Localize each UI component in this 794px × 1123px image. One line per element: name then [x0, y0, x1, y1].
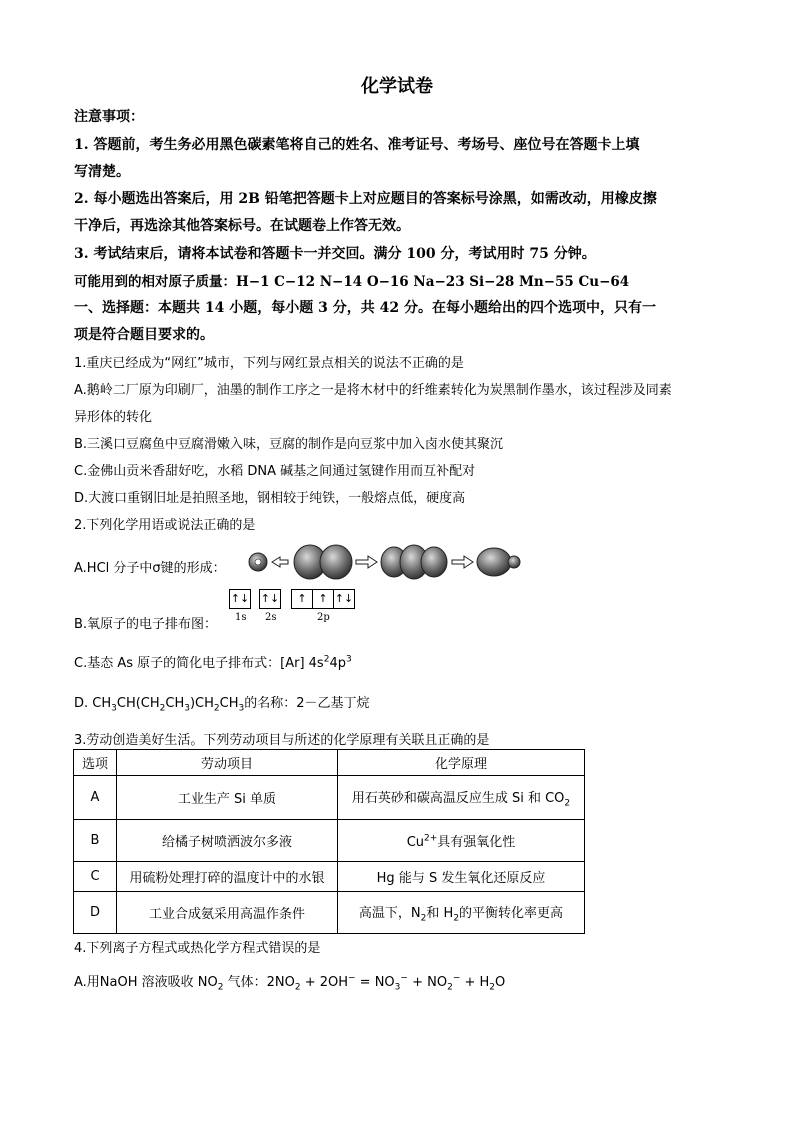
row-option: C — [74, 862, 117, 892]
q2-option-d: D. $CH_3CH(CH_2CH_3)CH_2CH_3$的名称：2－乙基丁烷 — [74, 696, 370, 714]
q1-option-a-line-1: A.鹅岭二厂原为印刷厂，油墨的制作工序之一是将木材中的纤维素转化为炭黑制作墨水，该过程涉及同素 — [74, 383, 672, 398]
section-heading-line-1: 一、选择题：本题共 14 小题，每小题 3 分，共 42 分。在每小题给出的四个选项中，只有一 — [74, 300, 656, 316]
sigma-bond-figure — [244, 540, 524, 582]
orbital-box-2p-3: ↑↓ — [333, 589, 355, 609]
notice-line-1: 1. 答题前，考生务必用黑色碳素笔将自己的姓名、准考证号、考场号、座位号在答题卡上填 — [74, 137, 640, 153]
row-labor-item: 给橘子树喷洒波尔多液 — [117, 820, 338, 862]
q1-option-c: C.金佛山贡米香甜好吃，水稻 DNA 碱基之间通过氢键作用而互补配对 — [74, 464, 476, 479]
orbital-box-2p-2: ↑ — [312, 589, 334, 609]
atomic-masses: 可能用到的相对原子质量：H−1 C−12 N−14 O−16 Na−23 Si−28 Mn−55 Cu−64 — [74, 274, 630, 290]
q3-stem: 3.劳动创造美好生活。下列劳动项目与所述的化学原理有关联且正确的是 — [74, 733, 490, 748]
q3-table — [73, 749, 585, 934]
page-title: 化学试卷 — [361, 76, 433, 97]
orbital-label-1s: 1s — [235, 612, 247, 623]
header-labor-item: 劳动项目 — [117, 750, 338, 776]
orbital-box-2s: ↑↓ — [259, 589, 281, 609]
q1-option-b: B.三溪口豆腐鱼中豆腐滑嫩入味，豆腐的制作是向豆浆中加入卤水使其聚沉 — [74, 437, 504, 452]
table-row — [74, 862, 585, 892]
row-option: A — [74, 776, 117, 820]
notice-line-2: 写清楚。 — [74, 164, 130, 180]
q4-stem: 4.下列离子方程式或热化学方程式错误的是 — [74, 941, 321, 956]
row-labor-item: 工业生产 Si 单质 — [117, 776, 338, 820]
orbital-box-2p-1: ↑ — [291, 589, 313, 609]
q2-option-c: C.基态 As 原子的简化电子排布式：[Ar] $4s^24p^3$ — [74, 654, 352, 671]
table-row — [74, 820, 585, 862]
notice-line-4: 干净后，再选涂其他答案标号。在试题卷上作答无效。 — [74, 218, 410, 234]
q1-option-d: D.大渡口重钢旧址是拍照圣地，钢相较于纯铁，一般熔点低，硬度高 — [74, 491, 466, 506]
row-principle: 用石英砂和碳高温反应生成 Si 和 $CO_2$ — [338, 776, 585, 820]
row-principle: Hg 能与 S 发生氧化还原反应 — [338, 862, 585, 892]
table-header-row — [74, 750, 585, 776]
orbital-box-1s: ↑↓ — [229, 589, 251, 609]
section-heading-line-2: 项是符合题目要求的。 — [74, 327, 214, 343]
orbital-label-2s: 2s — [265, 612, 277, 623]
notice-line-3: 2. 每小题选出答案后，用 2B 铅笔把答题卡上对应题目的答案标号涂黑，如需改动，用橡皮擦 — [74, 191, 657, 207]
oxygen-orbital-diagram — [229, 589, 369, 629]
header-option: 选项 — [74, 750, 117, 776]
header-principle: 化学原理 — [338, 750, 585, 776]
table-row — [74, 892, 585, 934]
row-option: B — [74, 820, 117, 862]
row-principle: 高温下，$N_2$和 $H_2$的平衡转化率更高 — [338, 892, 585, 934]
table-row — [74, 776, 585, 820]
q2-stem: 2.下列化学用语或说法正确的是 — [74, 518, 256, 533]
q4-option-a: A.用NaOH 溶液吸收 $NO_2$ 气体：$2NO_2 + 2OH^- = NO_3^- + NO_2^- + H_2O$ — [74, 973, 506, 993]
row-principle: $Cu^{2+}$具有强氧化性 — [338, 820, 585, 862]
row-labor-item: 用硫粉处理打碎的温度计中的水银 — [117, 862, 338, 892]
q1-stem: 1.重庆已经成为“网红”城市，下列与网红景点相关的说法不正确的是 — [74, 356, 464, 371]
q2-option-b: B.氧原子的电子排布图： — [74, 617, 218, 632]
notice-heading: 注意事项： — [74, 109, 144, 125]
orbital-label-2p: 2p — [317, 612, 330, 623]
q1-option-a-line-2: 异形体的转化 — [74, 410, 153, 425]
notice-line-5: 3. 考试结束后，请将本试卷和答题卡一并交回。满分 100 分，考试用时 75 分钟。 — [74, 246, 596, 262]
row-option: D — [74, 892, 117, 934]
row-labor-item: 工业合成氨采用高温作条件 — [117, 892, 338, 934]
q2-option-a: A.HCl 分子中σ键的形成： — [74, 561, 226, 576]
